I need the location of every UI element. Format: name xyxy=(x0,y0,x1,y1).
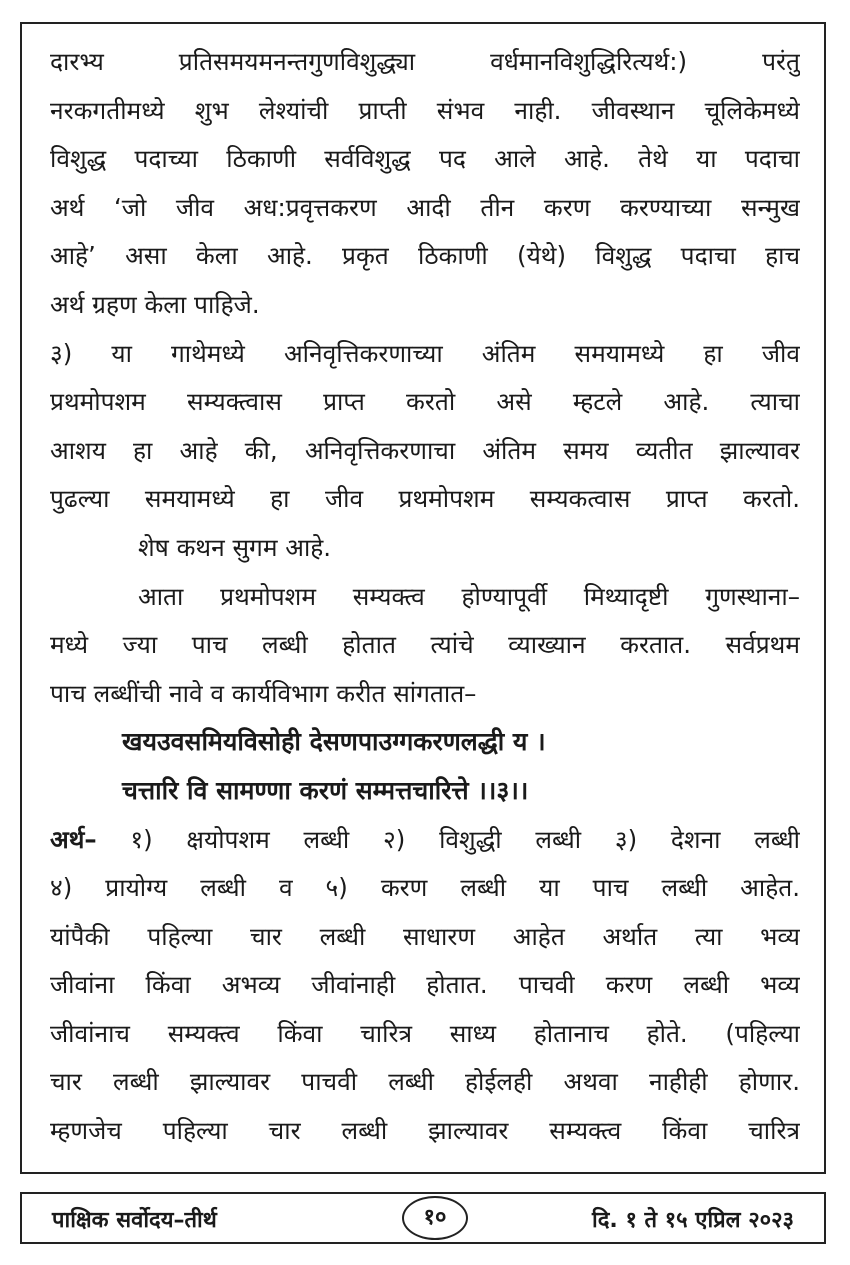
publication-name: पाक्षिक सर्वोदय–तीर्थ xyxy=(52,1208,217,1233)
verse-line-2: चत्तारि वि सामण्णा करणं सम्मत्तचारित्ते ।।३।। xyxy=(122,775,529,805)
text-line: आशय हा आहे की, अनिवृत्तिकरणाचा अंतिम समय व्यतीत झाल्यावर xyxy=(50,435,800,465)
text-line: नरकगतीमध्ये शुभ लेश्यांची प्राप्ती संभव नाही. जीवस्थान चूलिकेमध्ये xyxy=(50,95,800,125)
issue-date: दि. १ ते १५ एप्रिल २०२३ xyxy=(592,1208,794,1233)
text-line: पुढल्या समयामध्ये हा जीव प्रथमोपशम सम्यकत्वास प्राप्त करतो. xyxy=(50,484,800,514)
text-line: आता प्रथमोपशम सम्यक्त्व होण्यापूर्वी मिथ्यादृष्टी गुणस्थाना– xyxy=(138,581,800,611)
page-number: १० xyxy=(402,1196,468,1240)
verse-line-1: खयउवसमियविसोही देसणपाउग्गकरणलद्धी य । xyxy=(122,727,546,757)
text-line: जीवांनाच सम्यक्त्व किंवा चारित्र साध्य होतानाच होते. (पहिल्या xyxy=(50,1018,800,1048)
text-line: ३) या गाथेमध्ये अनिवृत्तिकरणाच्या अंतिम समयामध्ये हा जीव xyxy=(50,338,800,368)
text-line: प्रथमोपशम सम्यक्त्वास प्राप्त करतो असे म्हटले आहे. त्याचा xyxy=(50,387,800,417)
text-line: शेष कथन सुगम आहे. xyxy=(138,532,332,562)
text-line: मध्ये ज्या पाच लब्धी होतात त्यांचे व्याख्यान करतात. सर्वप्रथम xyxy=(50,630,800,660)
page-content xyxy=(20,22,826,1174)
text-line: यांपैकी पहिल्या चार लब्धी साधारण आहेत अर्थात त्या भव्य xyxy=(50,921,800,951)
text-line: पाच लब्धींची नावे व कार्यविभाग करीत सांगतात– xyxy=(50,678,477,708)
text-line: विशुद्ध पदाच्या ठिकाणी सर्वविशुद्ध पद आले आहे. तेथे या पदाचा xyxy=(50,144,800,174)
meaning-label: अर्थ– xyxy=(50,824,97,854)
text-line: अर्थ ‘जो जीव अध:प्रवृत्तकरण आदी तीन करण करण्याच्या सन्मुख xyxy=(50,192,800,222)
text-line: दारभ्य प्रतिसमयमनन्तगुणविशुद्ध्या वर्धमानविशुद्धिरित्यर्थ:) परंतु xyxy=(50,47,800,76)
text-line: जीवांना किंवा अभव्य जीवांनाही होतात. पाचवी करण लब्धी भव्य xyxy=(50,970,800,1000)
page-footer xyxy=(20,1192,826,1244)
meaning-first-text: १) क्षयोपशम लब्धी २) विशुद्धी लब्धी ३) देशना लब्धी xyxy=(96,824,800,854)
text-line: म्हणजेच पहिल्या चार लब्धी झाल्यावर सम्यक्त्व किंवा चारित्र xyxy=(50,1116,800,1146)
text-line: चार लब्धी झाल्यावर पाचवी लब्धी होईलही अथवा नाहीही होणार. xyxy=(50,1067,800,1097)
text-line: अर्थ ग्रहण केला पाहिजे. xyxy=(50,289,260,319)
text-line: ४) प्रायोग्य लब्धी व ५) करण लब्धी या पाच लब्धी आहेत. xyxy=(50,873,800,903)
text-line: आहे’ असा केला आहे. प्रकृत ठिकाणी (येथे) विशुद्ध पदाचा हाच xyxy=(50,241,800,271)
meaning-first-line xyxy=(50,816,800,865)
